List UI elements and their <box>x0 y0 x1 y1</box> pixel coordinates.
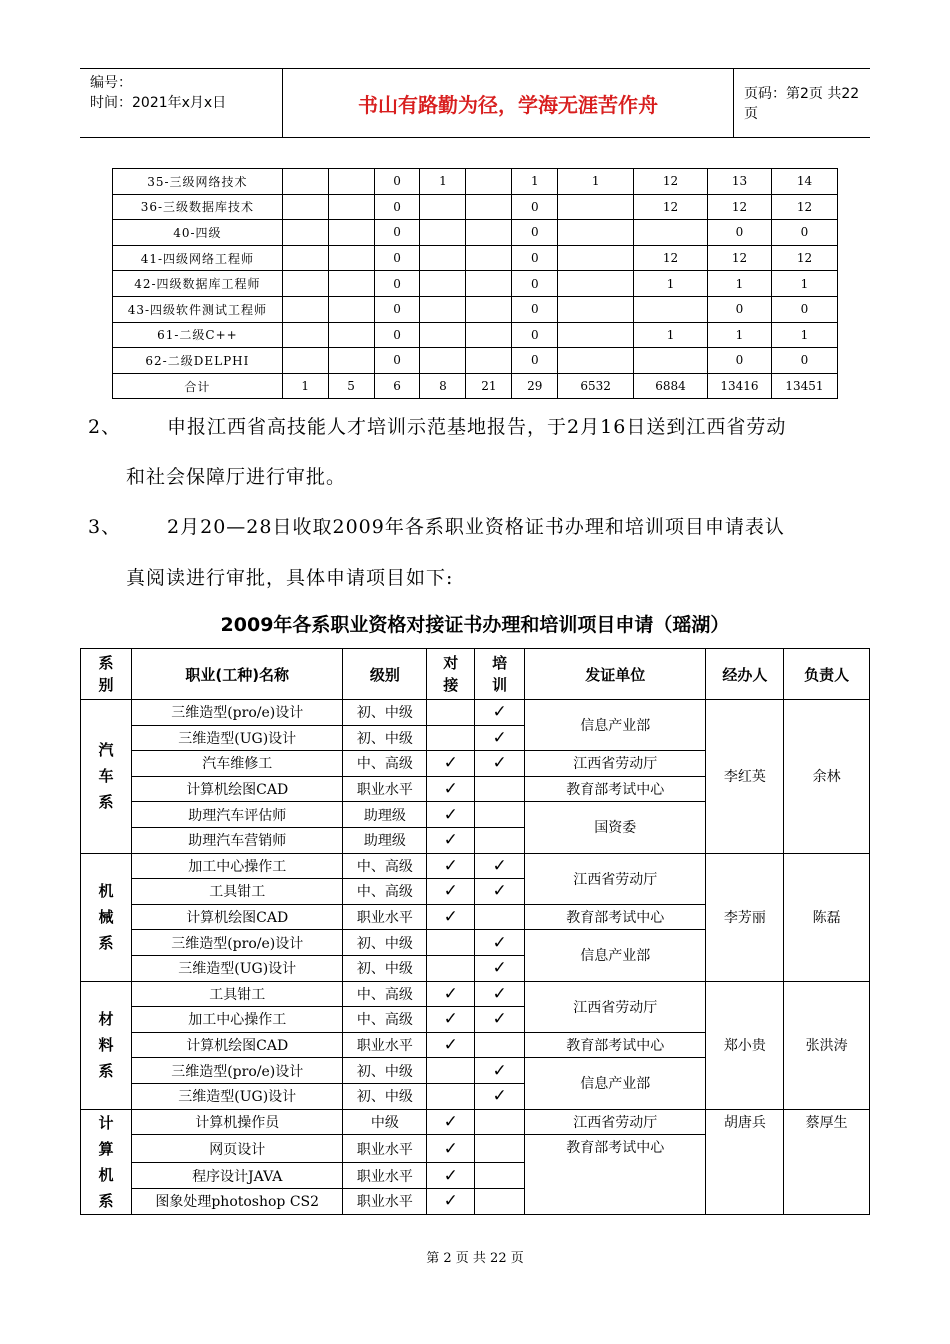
table1-row-name: 61-二级C++ <box>113 322 283 348</box>
table1-cell <box>328 169 374 195</box>
job-name: 工具钳工 <box>131 981 342 1007</box>
train-check: ✓ <box>475 1058 525 1084</box>
table1-cell: 0 <box>374 245 420 271</box>
table1-cell <box>466 296 512 322</box>
table1-row <box>113 245 838 271</box>
dept-char: 材 <box>98 1010 114 1029</box>
table1-cell <box>282 245 328 271</box>
level: 中级 <box>343 1109 427 1135</box>
table1-cell: 1 <box>771 271 837 297</box>
table1-cell <box>466 322 512 348</box>
level: 中、高级 <box>343 853 427 879</box>
doc-number-label: 编号： <box>90 75 132 91</box>
dock-check <box>427 930 475 956</box>
paragraph-3-line-1: 2月20—28日收取2009年各系职业资格证书办理和培训项目申请表认 <box>167 516 785 538</box>
level: 中、高级 <box>343 981 427 1007</box>
table1-cell <box>282 271 328 297</box>
dock-check: ✓ <box>427 1007 475 1033</box>
table1-cell <box>420 271 466 297</box>
table1-cell <box>558 348 634 374</box>
table1-row <box>113 296 838 322</box>
table1-cell <box>328 194 374 220</box>
page-footer: 第 2 页 共 22 页 <box>426 1251 524 1266</box>
train-check: ✓ <box>475 725 525 751</box>
train-check <box>475 1188 525 1214</box>
handler: 李芳丽 <box>706 853 784 981</box>
train-check: ✓ <box>475 879 525 905</box>
level: 中、高级 <box>343 751 427 777</box>
train-check: ✓ <box>475 981 525 1007</box>
train-check: ✓ <box>475 853 525 879</box>
col-header-level: 级别 <box>343 649 427 700</box>
table1-row <box>113 220 838 246</box>
job-name: 图象处理photoshop CS2 <box>131 1188 342 1214</box>
dock-check: ✓ <box>427 802 475 828</box>
table1-cell: 13 <box>708 169 772 195</box>
dept-char: 机 <box>98 882 114 901</box>
job-name: 计算机操作员 <box>131 1109 342 1135</box>
issuer: 江西省劳动厅 <box>525 1109 706 1135</box>
col-header-handler: 经办人 <box>706 649 784 700</box>
dock-check <box>427 725 475 751</box>
handler: 胡唐兵 <box>706 1109 784 1214</box>
header-char: 别 <box>98 676 114 694</box>
table1-cell: 0 <box>374 169 420 195</box>
table1-cell: 0 <box>771 296 837 322</box>
issuer: 教育部考试中心 <box>525 904 706 930</box>
table1-cell: 13416 <box>708 373 772 399</box>
table1-cell: 8 <box>420 373 466 399</box>
level: 初、中级 <box>343 700 427 726</box>
table1-cell <box>282 322 328 348</box>
table1-row-name: 36-三级数据库技术 <box>113 194 283 220</box>
issuer: 江西省劳动厅 <box>525 981 706 1032</box>
dock-check: ✓ <box>427 981 475 1007</box>
job-name: 助理汽车营销师 <box>131 827 342 853</box>
table1-cell <box>328 271 374 297</box>
dept-mech <box>81 853 132 981</box>
dept-char: 系 <box>98 934 114 953</box>
dock-check: ✓ <box>427 879 475 905</box>
col-header-dept <box>81 649 132 700</box>
dock-check <box>427 1058 475 1084</box>
table1-cell: 0 <box>374 322 420 348</box>
table1-cell <box>466 194 512 220</box>
table1-cell <box>282 296 328 322</box>
dept-char: 械 <box>98 908 114 927</box>
handler: 郑小贵 <box>706 981 784 1109</box>
table1-cell <box>558 194 634 220</box>
table1-cell <box>420 322 466 348</box>
lead: 余林 <box>784 700 870 854</box>
table1-row-name: 41-四级网络工程师 <box>113 245 283 271</box>
table1-cell <box>466 169 512 195</box>
table1-cell <box>420 296 466 322</box>
level: 初、中级 <box>343 955 427 981</box>
table1-cell <box>282 220 328 246</box>
table1-cell <box>328 296 374 322</box>
table1-cell: 6 <box>374 373 420 399</box>
table1-cell: 0 <box>512 220 558 246</box>
table1-cell <box>558 296 634 322</box>
train-check <box>475 1135 525 1163</box>
dept-char: 算 <box>98 1139 114 1158</box>
job-name: 三维造型(pro/e)设计 <box>131 700 342 726</box>
handler: 李红英 <box>706 700 784 854</box>
dock-check <box>427 955 475 981</box>
level: 初、中级 <box>343 930 427 956</box>
train-check <box>475 827 525 853</box>
table1-cell: 0 <box>374 348 420 374</box>
level: 职业水平 <box>343 1163 427 1189</box>
dept-char: 计 <box>98 1113 114 1132</box>
job-name: 计算机绘图CAD <box>131 776 342 802</box>
table1-cell: 6532 <box>558 373 634 399</box>
issuer: 教育部考试中心 <box>525 1032 706 1058</box>
dept-computer <box>81 1109 132 1214</box>
table1-row-name: 35-三级网络技术 <box>113 169 283 195</box>
table1-cell <box>558 271 634 297</box>
table1-cell <box>634 296 708 322</box>
table1-cell: 0 <box>771 220 837 246</box>
table1-cell: 12 <box>634 245 708 271</box>
train-check: ✓ <box>475 700 525 726</box>
table1-cell: 1 <box>771 322 837 348</box>
table1-cell: 5 <box>328 373 374 399</box>
table1-cell: 0 <box>512 271 558 297</box>
exam-count-table-body <box>113 169 838 399</box>
dept-material <box>81 981 132 1109</box>
table1-cell: 0 <box>512 245 558 271</box>
table1-cell <box>634 220 708 246</box>
certificate-training-table <box>80 648 870 1215</box>
table1-cell: 0 <box>512 296 558 322</box>
dept-char: 料 <box>98 1036 114 1055</box>
table1-cell: 12 <box>634 194 708 220</box>
header-char: 系 <box>98 654 114 672</box>
dock-check: ✓ <box>427 1135 475 1163</box>
dock-check: ✓ <box>427 1163 475 1189</box>
dock-check: ✓ <box>427 1109 475 1135</box>
issuer: 江西省劳动厅 <box>525 853 706 904</box>
dock-check: ✓ <box>427 751 475 777</box>
header-char: 接 <box>443 676 459 694</box>
header-char: 对 <box>443 654 459 672</box>
level: 中、高级 <box>343 1007 427 1033</box>
table1-row-name: 62-二级DELPHI <box>113 348 283 374</box>
job-name: 计算机绘图CAD <box>131 904 342 930</box>
job-name: 汽车维修工 <box>131 751 342 777</box>
table1-cell: 1 <box>282 373 328 399</box>
table1-cell <box>328 220 374 246</box>
table1-cell: 12 <box>708 245 772 271</box>
table1-cell: 0 <box>512 322 558 348</box>
issuer: 教育部考试中心 <box>525 776 706 802</box>
issuer: 信息产业部 <box>525 1058 706 1109</box>
table1-cell: 1 <box>708 322 772 348</box>
level: 职业水平 <box>343 1032 427 1058</box>
level: 职业水平 <box>343 1135 427 1163</box>
paragraph-2 <box>88 412 786 439</box>
table1-cell: 0 <box>708 220 772 246</box>
job-name: 助理汽车评估师 <box>131 802 342 828</box>
job-name: 工具钳工 <box>131 879 342 905</box>
table1-cell: 12 <box>634 169 708 195</box>
dock-check: ✓ <box>427 827 475 853</box>
table1-cell: 1 <box>512 169 558 195</box>
table1-cell: 0 <box>708 348 772 374</box>
dock-check: ✓ <box>427 776 475 802</box>
col-header-job: 职业(工种)名称 <box>131 649 342 700</box>
table1-cell: 0 <box>374 271 420 297</box>
job-name: 网页设计 <box>131 1135 342 1163</box>
table1-cell <box>328 348 374 374</box>
lead: 张洪涛 <box>784 981 870 1109</box>
train-check <box>475 1109 525 1135</box>
table1-cell <box>420 220 466 246</box>
job-name: 三维造型(UG)设计 <box>131 1083 342 1109</box>
exam-count-table <box>112 168 838 399</box>
dock-check <box>427 1083 475 1109</box>
train-check: ✓ <box>475 1007 525 1033</box>
level: 职业水平 <box>343 776 427 802</box>
table1-row-name: 43-四级软件测试工程师 <box>113 296 283 322</box>
table1-cell <box>466 245 512 271</box>
table1-cell: 21 <box>466 373 512 399</box>
table2-title: 2009年各系职业资格对接证书办理和培训项目申请（瑶湖） <box>220 614 730 636</box>
table1-row <box>113 169 838 195</box>
issuer: 信息产业部 <box>525 700 706 751</box>
table1-cell <box>558 220 634 246</box>
table1-cell: 14 <box>771 169 837 195</box>
dept-char: 系 <box>98 793 114 812</box>
train-check <box>475 1032 525 1058</box>
certificate-training-table-body <box>81 700 870 1215</box>
table1-cell: 0 <box>512 194 558 220</box>
table1-cell <box>420 348 466 374</box>
dept-char: 系 <box>98 1062 114 1081</box>
train-check: ✓ <box>475 1083 525 1109</box>
paragraph-2-number: 2、 <box>88 416 122 438</box>
table1-cell <box>282 169 328 195</box>
dept-char: 汽 <box>98 741 114 760</box>
table1-cell: 1 <box>634 271 708 297</box>
table1-cell: 12 <box>771 194 837 220</box>
table1-row <box>113 373 838 399</box>
table1-row <box>113 194 838 220</box>
dock-check: ✓ <box>427 904 475 930</box>
table1-row-name: 42-四级数据库工程师 <box>113 271 283 297</box>
issuer: 教育部考试中心 <box>525 1135 706 1214</box>
header-char: 培 <box>492 654 508 672</box>
table1-cell: 1 <box>708 271 772 297</box>
dock-check <box>427 700 475 726</box>
dock-check: ✓ <box>427 853 475 879</box>
table1-cell <box>420 194 466 220</box>
train-check <box>475 776 525 802</box>
level: 初、中级 <box>343 1083 427 1109</box>
level: 初、中级 <box>343 1058 427 1084</box>
dept-auto <box>81 700 132 854</box>
table1-cell <box>328 322 374 348</box>
train-check: ✓ <box>475 751 525 777</box>
table1-cell <box>282 348 328 374</box>
job-name: 计算机绘图CAD <box>131 1032 342 1058</box>
table1-cell <box>466 271 512 297</box>
table1-row-name: 40-四级 <box>113 220 283 246</box>
train-check: ✓ <box>475 955 525 981</box>
dept-char: 系 <box>98 1191 114 1210</box>
table1-cell <box>634 348 708 374</box>
table1-cell <box>466 348 512 374</box>
table1-cell <box>466 220 512 246</box>
table1-row-name: 合计 <box>113 373 283 399</box>
table1-row <box>113 322 838 348</box>
table1-cell: 0 <box>374 220 420 246</box>
job-name: 三维造型(pro/e)设计 <box>131 1058 342 1084</box>
dock-check: ✓ <box>427 1188 475 1214</box>
table1-cell <box>558 322 634 348</box>
doc-time-label: 时间：2021年x月x日 <box>90 95 227 111</box>
paragraph-2-line-1: 申报江西省高技能人才培训示范基地报告，于2月16日送到江西省劳动 <box>167 416 787 438</box>
lead: 陈磊 <box>784 853 870 981</box>
level: 助理级 <box>343 827 427 853</box>
header-char: 训 <box>492 676 508 694</box>
paragraph-3 <box>88 512 785 539</box>
page-header <box>80 68 870 138</box>
paragraph-2-line-2: 和社会保障厅进行审批。 <box>126 466 347 488</box>
table1-cell: 1 <box>420 169 466 195</box>
table1-cell: 29 <box>512 373 558 399</box>
table1-row <box>113 271 838 297</box>
header-page-label: 页码：第2页 共22页 <box>744 86 860 122</box>
table1-cell: 0 <box>708 296 772 322</box>
level: 职业水平 <box>343 904 427 930</box>
lead: 蔡厚生 <box>784 1109 870 1214</box>
col-header-issuer: 发证单位 <box>525 649 706 700</box>
table1-row <box>113 348 838 374</box>
level: 助理级 <box>343 802 427 828</box>
issuer: 江西省劳动厅 <box>525 751 706 777</box>
paragraph-3-line-2: 真阅读进行审批，具体申请项目如下: <box>126 567 454 589</box>
job-name: 三维造型(UG)设计 <box>131 725 342 751</box>
dock-check: ✓ <box>427 1032 475 1058</box>
level: 初、中级 <box>343 725 427 751</box>
col-header-train <box>475 649 525 700</box>
header-motto: 书山有路勤为径，学海无涯苦作舟 <box>282 69 734 137</box>
table1-cell: 0 <box>374 194 420 220</box>
train-check <box>475 802 525 828</box>
table1-cell: 1 <box>558 169 634 195</box>
issuer: 国资委 <box>525 802 706 853</box>
col-header-dock <box>427 649 475 700</box>
job-name: 三维造型(pro/e)设计 <box>131 930 342 956</box>
table1-cell: 0 <box>374 296 420 322</box>
header-meta <box>80 69 282 137</box>
train-check: ✓ <box>475 930 525 956</box>
table1-cell: 6884 <box>634 373 708 399</box>
train-check <box>475 1163 525 1189</box>
level: 中、高级 <box>343 879 427 905</box>
job-name: 程序设计JAVA <box>131 1163 342 1189</box>
table1-cell: 0 <box>512 348 558 374</box>
table1-cell: 12 <box>771 245 837 271</box>
dept-char: 机 <box>98 1165 114 1184</box>
table1-cell <box>282 194 328 220</box>
train-check <box>475 904 525 930</box>
job-name: 三维造型(UG)设计 <box>131 955 342 981</box>
job-name: 加工中心操作工 <box>131 1007 342 1033</box>
col-header-lead: 负责人 <box>784 649 870 700</box>
table1-cell: 0 <box>771 348 837 374</box>
table1-cell <box>558 245 634 271</box>
job-name: 加工中心操作工 <box>131 853 342 879</box>
table1-cell: 13451 <box>771 373 837 399</box>
level: 职业水平 <box>343 1188 427 1214</box>
table1-cell <box>420 245 466 271</box>
dept-char: 车 <box>98 767 114 786</box>
table1-cell: 12 <box>708 194 772 220</box>
paragraph-3-number: 3、 <box>88 516 122 538</box>
table1-cell <box>328 245 374 271</box>
issuer: 信息产业部 <box>525 930 706 981</box>
table1-cell: 1 <box>634 322 708 348</box>
